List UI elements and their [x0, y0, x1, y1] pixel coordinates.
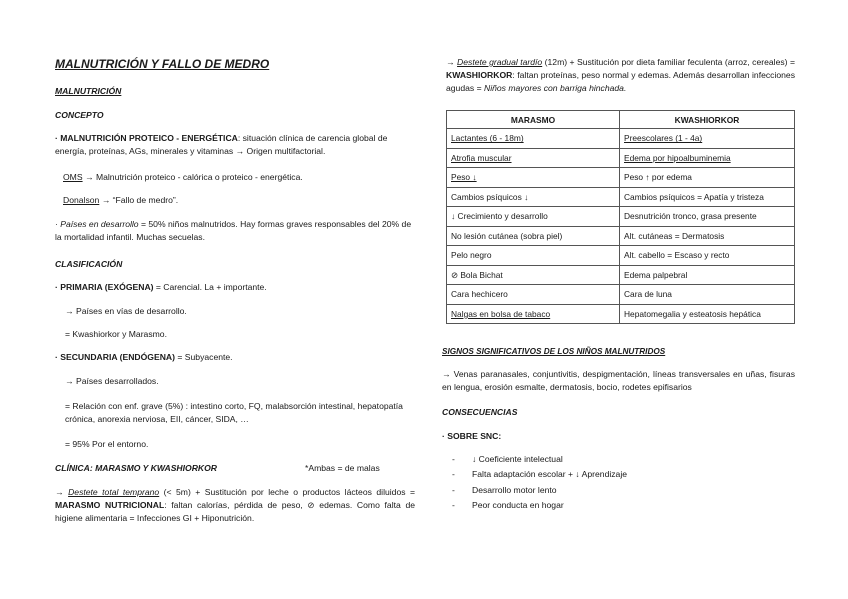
secundaria-item-3: = 95% Por el entorno.: [65, 439, 149, 449]
table-row: [447, 187, 795, 207]
table-cell: Lactantes (6 - 18m): [447, 129, 620, 149]
secundaria-item-2: = Relación con enf. grave (5%) : intestino corto, FQ, malabsorción intestinal, hepatopatía crónica, anorexia nerviosa, EII, cáncer, SIDA, …: [65, 401, 403, 424]
table-cell: Cambios psíquicos ↓: [447, 187, 620, 207]
list-item: - Falta adaptación escolar + ↓ Aprendizaje: [452, 469, 628, 480]
heading-clinica: CLÍNICA: MARASMO Y KWASHIORKOR: [55, 463, 218, 473]
table-header-row: [447, 111, 795, 129]
table-cell: Edema por hipoalbuminemia: [620, 148, 795, 168]
table-row: [447, 168, 795, 188]
primaria-item-1: → Países en vías de desarrollo.: [65, 306, 187, 316]
table-cell: Cara de luna: [620, 285, 795, 305]
paragraph-donalson: Donalson → “Fallo de medro”.: [63, 195, 179, 205]
paragraph-primaria: · PRIMARIA (EXÓGENA) = Carencial. La + importante.: [55, 282, 267, 292]
heading-snc: · SOBRE SNC:: [442, 431, 502, 441]
paragraph-destete-temprano: → Destete total temprano (< 5m) + Sustitución por leche o productos lácteos diluidos = MARASMO NUTRICIONAL: faltan calorías, pérdida de peso, ⊘ edemas. Como falta de higiene alimentaria = Infecciones GI + Hiponutrición.: [55, 487, 416, 523]
table-cell: Hepatomegalia y esteatosis hepática: [620, 304, 795, 324]
paragraph-secundaria: · SECUNDARIA (ENDÓGENA) = Subyacente.: [55, 352, 233, 362]
document-title: MALNUTRICIÓN Y FALLO DE MEDRO: [55, 57, 270, 71]
table-cell: No lesión cutánea (sobra piel): [447, 226, 620, 246]
table-row: [447, 129, 795, 149]
table-row: [447, 148, 795, 168]
snc-list: [452, 452, 627, 513]
comparison-table: [446, 110, 795, 324]
table-cell: Alt. cutáneas = Dermatosis: [620, 226, 795, 246]
paragraph-destete-tardio: → Destete gradual tardío (12m) + Sustitución por dieta familiar feculenta (arroz, cereales) = KWASHIORKOR: faltan proteínas, peso normal y edemas. Además desarrollan infecciones agudas = Niños mayores con barriga hinchada.: [446, 57, 795, 93]
table-cell: Pelo negro: [447, 246, 620, 266]
table-cell: Cambios psíquicos = Apatía y tristeza: [620, 187, 795, 207]
secundaria-item-1: → Países desarrollados.: [65, 376, 159, 386]
paragraph-concepto: · MALNUTRICIÓN PROTEICO - ENERGÉTICA: situación clínica de carencia global de energía, proteínas, AGs, minerales y vitaminas → Origen multifactorial.: [55, 133, 388, 156]
heading-concepto: CONCEPTO: [55, 110, 104, 120]
primaria-item-2: = Kwashiorkor y Marasmo.: [65, 329, 167, 339]
heading-consecuencias: CONSECUENCIAS: [442, 407, 518, 417]
table-cell: Preescolares (1 - 4a): [620, 129, 795, 149]
table-cell: Desnutrición tronco, grasa presente: [620, 207, 795, 227]
table-row: [447, 246, 795, 266]
table-cell: ↓ Crecimiento y desarrollo: [447, 207, 620, 227]
table-cell: Nalgas en bolsa de tabaco: [447, 304, 620, 324]
table-cell: Alt. cabello = Escaso y recto: [620, 246, 795, 266]
table-cell: Atrofia muscular: [447, 148, 620, 168]
table-cell: Edema palpebral: [620, 265, 795, 285]
table-row: [447, 226, 795, 246]
table-cell: Peso ↓: [447, 168, 620, 188]
table-cell: ⊘ Bola Bichat: [447, 265, 620, 285]
list-item: - Desarrollo motor lento: [452, 484, 557, 495]
list-item: - ↓ Coeficiente intelectual: [452, 454, 563, 464]
section-heading-malnutricion: MALNUTRICIÓN: [55, 86, 122, 96]
paragraph-signos: → Venas paranasales, conjuntivitis, despigmentación, líneas transversales en uñas, fisuras en lengua, erosión esmalte, dermatosis, bocio, rodetes epifisarios: [442, 369, 795, 392]
table-row: [447, 304, 795, 324]
table-header-kwashiorkor: KWASHIORKOR: [620, 111, 795, 129]
table-cell: Peso ↑ por edema: [620, 168, 795, 188]
paragraph-oms: OMS → Malnutrición proteico - calórica o proteico - energética.: [63, 172, 303, 182]
list-item: - Peor conducta en hogar: [452, 499, 564, 510]
heading-clasificacion: CLASIFICACIÓN: [55, 259, 123, 269]
clinica-note: *Ambas = de malas: [305, 463, 380, 473]
paragraph-paises: · Países en desarrollo = 50% niños malnutridos. Hay formas graves responsables del 20% de la mortalidad infantil. Muchas secuelas.: [55, 219, 412, 242]
table-row: [447, 265, 795, 285]
table-cell: Cara hechicero: [447, 285, 620, 305]
heading-signos: SIGNOS SIGNIFICATIVOS DE LOS NIÑOS MALNUTRIDOS: [442, 347, 666, 356]
table-row: [447, 285, 795, 305]
table-row: [447, 207, 795, 227]
table-header-marasmo: MARASMO: [447, 111, 620, 129]
